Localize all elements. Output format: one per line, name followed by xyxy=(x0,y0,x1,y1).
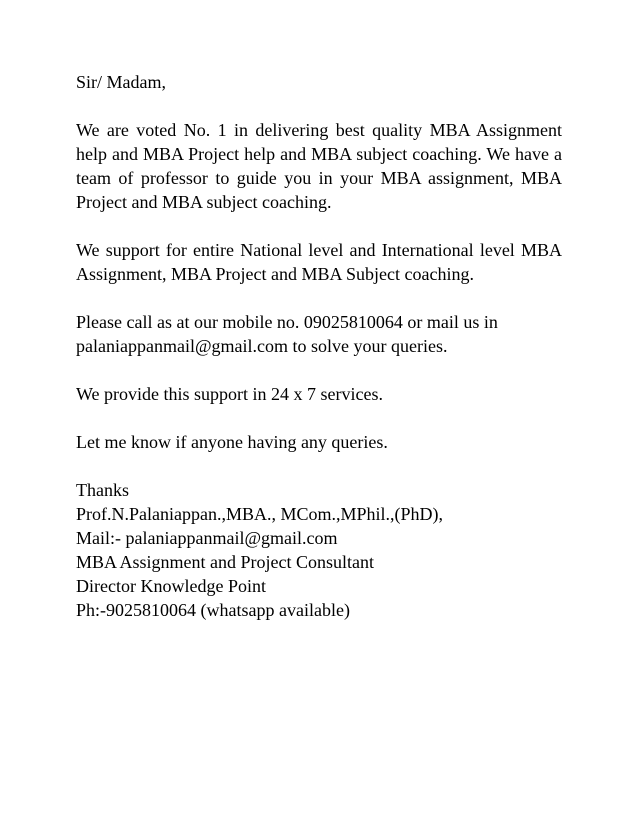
paragraph-support: We support for entire National level and International level MBA Assignment, MBA Project and MBA Subject coaching. xyxy=(76,240,562,284)
salutation: Sir/ Madam, xyxy=(76,72,166,92)
paragraph-intro: We are voted No. 1 in delivering best quality MBA Assignment help and MBA Project help and MBA subject coaching. We have a team of professor to guide you in your MBA assignment, MBA Project and MBA subject coaching. xyxy=(76,120,562,212)
signature-organization: Director Knowledge Point xyxy=(76,576,266,596)
signature-mail: Mail:- palaniappanmail@gmail.com xyxy=(76,528,338,548)
letter-page xyxy=(76,70,562,622)
paragraph-contact: Please call as at our mobile no. 09025810064 or mail us in palaniappanmail@gmail.com to solve your queries. xyxy=(76,312,498,356)
signature-role: MBA Assignment and Project Consultant xyxy=(76,552,375,572)
signature-phone: Ph:-9025810064 (whatsapp available) xyxy=(76,600,350,620)
signature-block xyxy=(76,478,562,622)
signature-thanks: Thanks xyxy=(76,480,129,500)
paragraph-queries: Let me know if anyone having any queries. xyxy=(76,432,388,452)
signature-name: Prof.N.Palaniappan.,MBA., MCom.,MPhil.,(PhD), xyxy=(76,504,444,524)
paragraph-availability: We provide this support in 24 x 7 services. xyxy=(76,384,384,404)
